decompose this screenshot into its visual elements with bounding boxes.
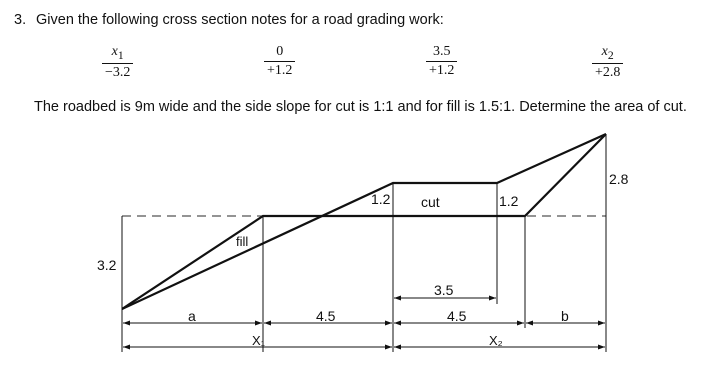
ground-line: [122, 134, 606, 309]
label-dim-x1: X₁: [252, 333, 266, 348]
label-cut: cut: [421, 194, 440, 210]
problem-text: Given the following cross section notes for a road grading work:: [36, 12, 444, 28]
note-3-denominator: +1.2: [426, 61, 457, 79]
label-mid-right-height: 1.2: [499, 193, 519, 209]
note-2-numerator: 0: [276, 44, 284, 59]
note-3-numerator: 3.5: [432, 44, 451, 59]
roadbed-and-slopes: [122, 134, 606, 309]
label-mid-left-height: 1.2: [371, 191, 391, 207]
problem-paragraph: The roadbed is 9m wide and the side slope for cut is 1:1 and for fill is 1.5:1. Determine the area of cut.: [34, 99, 687, 115]
note-4-numerator-var: x: [601, 44, 608, 59]
label-right-height: 2.8: [609, 171, 629, 187]
label-left-height: 3.2: [97, 257, 117, 273]
label-dim-a: a: [188, 308, 196, 324]
note-2-denominator: +1.2: [264, 61, 295, 79]
note-1-numerator-sub: 1: [117, 48, 124, 62]
label-dim-left-half: 4.5: [316, 308, 336, 324]
label-dim-b: b: [561, 308, 569, 324]
note-4-denominator: +2.8: [592, 63, 623, 81]
note-4-numerator-sub: 2: [607, 48, 614, 62]
note-1-numerator-var: x: [111, 44, 118, 59]
note-1-denominator: −3.2: [102, 63, 133, 81]
problem-number: 3.: [14, 12, 27, 28]
label-dim-3-5: 3.5: [434, 282, 454, 298]
label-fill: fill: [236, 234, 249, 249]
label-dim-right-half: 4.5: [447, 308, 467, 324]
label-dim-x2: X₂: [489, 333, 503, 348]
